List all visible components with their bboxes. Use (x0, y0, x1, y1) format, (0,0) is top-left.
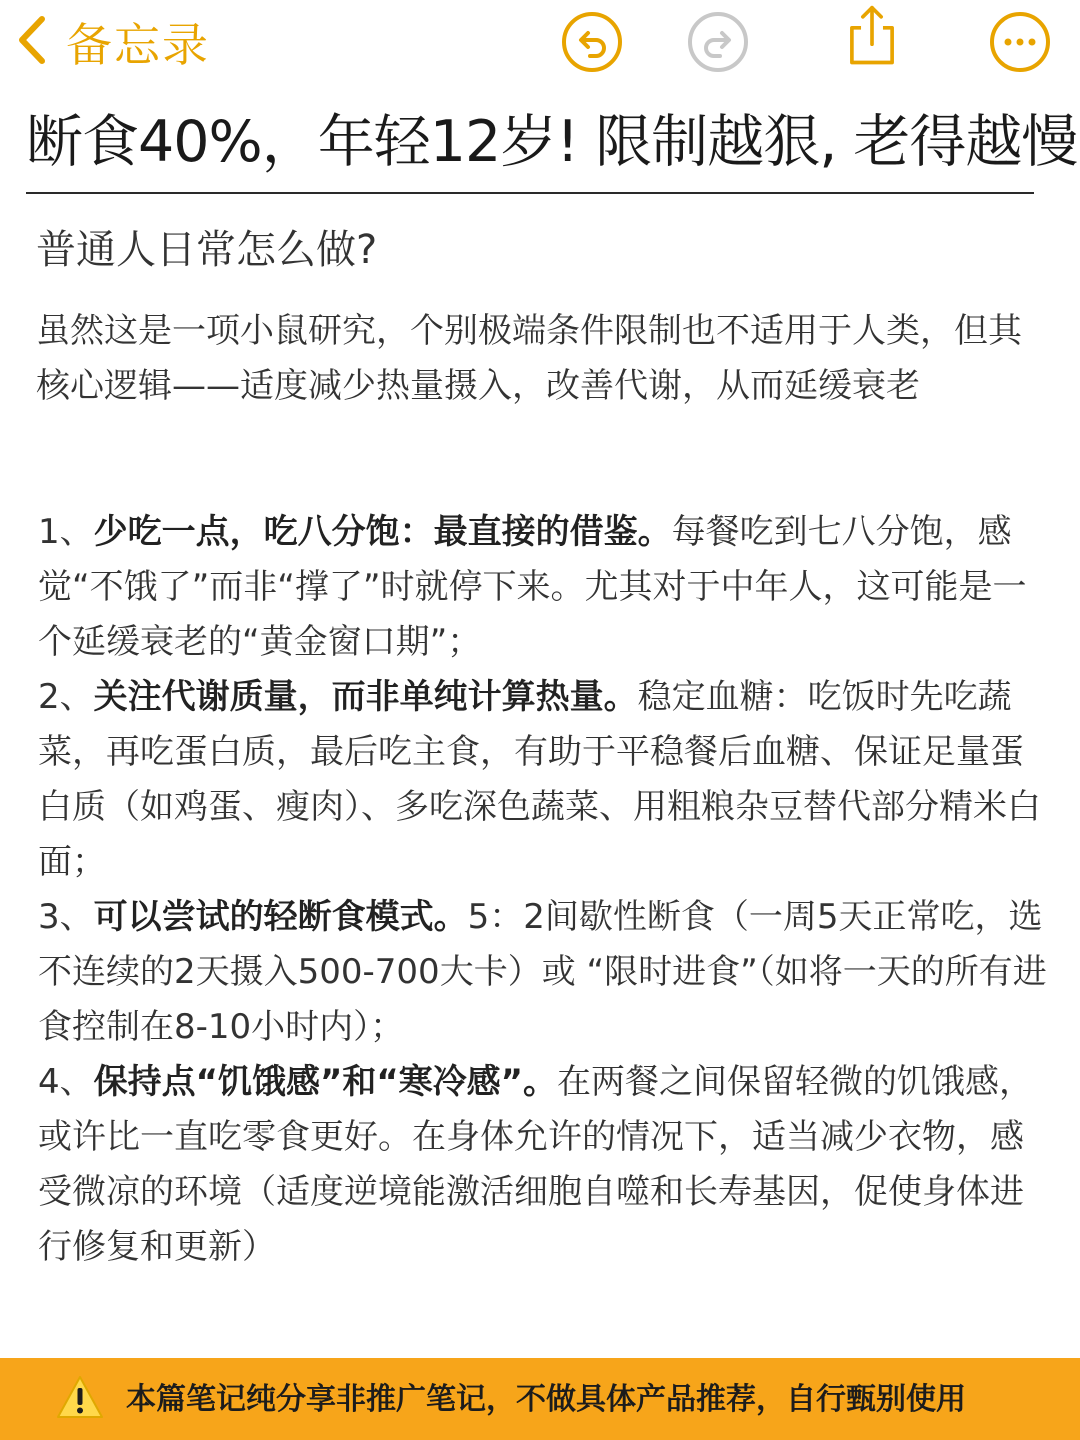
item-heading: 可以尝试的轻断食模式。 (93, 897, 468, 937)
list-item[interactable] (38, 505, 1048, 670)
redo-icon (686, 10, 750, 74)
undo-icon (560, 10, 624, 74)
item-text: 每餐吃到七八分饱，感觉“不饿了”而非“撑了”时就停下来。尤其对于中年人，这可能是一个延缓衰老的“黄金窗口期”； (38, 512, 1027, 662)
more-icon (988, 10, 1052, 74)
item-number: 3、 (38, 897, 94, 937)
item-number: 1、 (38, 512, 94, 552)
list-item[interactable] (38, 890, 1048, 1055)
item-heading: 保持点“饥饿感”和“寒冷感”。 (93, 1062, 558, 1102)
item-text: 5：2间歇性断食（一周5天正常吃，选不连续的2天摄入500-700大卡）或 “限时进食”（如将一天的所有进食控制在8-10小时内）； (38, 897, 1047, 1047)
list-item[interactable] (38, 670, 1048, 890)
title-divider (26, 192, 1034, 194)
intro-paragraph[interactable]: 虽然这是一项小鼠研究，个别极端条件限制也不适用于人类，但其核心逻辑——适度减少热量摄入，改善代谢，从而延缓衰老 (36, 311, 1022, 406)
disclaimer-banner (0, 1358, 1080, 1440)
note-title[interactable]: 断食40%，年轻12岁! 限制越狠, 老得越慢 (26, 109, 1078, 175)
share-icon (840, 4, 904, 68)
more-button[interactable] (988, 10, 1052, 74)
item-heading: 关注代谢质量，而非单纯计算热量。 (93, 677, 638, 717)
share-button[interactable] (840, 4, 904, 68)
section-heading[interactable]: 普通人日常怎么做? (36, 227, 378, 273)
undo-button[interactable] (560, 10, 624, 74)
item-heading: 少吃一点，吃八分饱：最直接的借鉴。 (93, 512, 672, 552)
warning-icon (56, 1374, 104, 1420)
back-button[interactable] (14, 10, 210, 74)
redo-button[interactable] (686, 10, 750, 74)
chevron-left-icon (14, 15, 50, 69)
list-item[interactable] (38, 1055, 1048, 1275)
disclaimer-text: 本篇笔记纯分享非推广笔记，不做具体产品推荐，自行甄别使用 (126, 1382, 966, 1417)
item-number: 2、 (38, 677, 94, 717)
item-text: 在两餐之间保留轻微的饥饿感，或许比一直吃零食更好。在身体允许的情况下，适当减少衣物，感受微凉的环境（适度逆境能激活细胞自噬和长寿基因，促使身体进行修复和更新） (38, 1062, 1034, 1267)
tips-list (38, 505, 1048, 1275)
item-text: 稳定血糖：吃饭时先吃蔬菜，再吃蛋白质，最后吃主食，有助于平稳餐后血糖、保证足量蛋白质（如鸡蛋、瘦肉）、多吃深色蔬菜、用粗粮杂豆替代部分精米白面； (38, 677, 1041, 882)
back-label: 备忘录 (66, 18, 210, 72)
item-number: 4、 (38, 1062, 94, 1102)
nav-bar (0, 0, 1080, 84)
